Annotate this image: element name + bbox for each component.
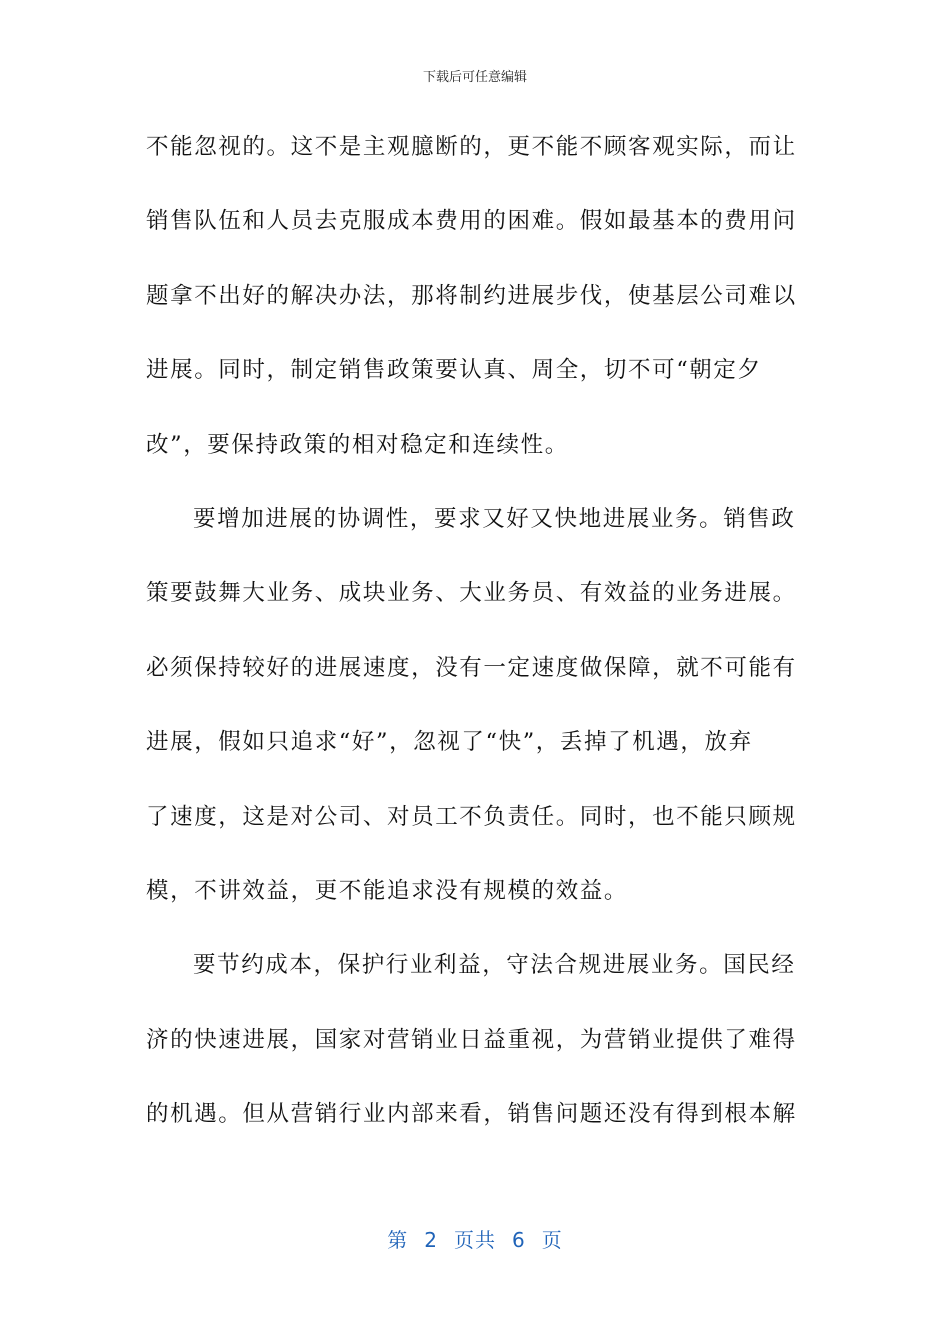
- text-line: 济的快速进展，国家对营销业日益重视，为营销业提供了难得: [146, 1026, 797, 1053]
- text-line: 销售队伍和人员去克服成本费用的困难。假如最基本的费用问: [146, 208, 797, 235]
- text-line: 进展，假如只追求“好”，忽视了“快”，丢掉了机遇，放弃: [146, 729, 753, 756]
- paragraph-start-line: 要增加进展的协调性，要求又好又快地进展业务。销售政: [193, 505, 796, 532]
- text-line: 的机遇。但从营销行业内部来看，销售问题还没有得到根本解: [146, 1101, 797, 1128]
- document-body: [146, 110, 806, 1151]
- paragraph-start-line: 要节约成本，保护行业利益，守法合规进展业务。国民经: [193, 952, 796, 979]
- text-line: 改”，要保持政策的相对稳定和连续性。: [146, 431, 569, 458]
- text-line: 进展。同时，制定销售政策要认真、周全，切不可“朝定夕: [146, 357, 762, 384]
- text-line: 模，不讲效益，更不能追求没有规模的效益。: [146, 877, 629, 904]
- current-page-number: 2: [424, 1228, 438, 1252]
- text-line: 题拿不出好的解决办法，那将制约进展步伐，使基层公司难以: [146, 282, 797, 309]
- text-line: 策要鼓舞大业务、成块业务、大业务员、有效益的业务进展。: [146, 580, 797, 607]
- page-header-note: 下载后可任意编辑: [422, 70, 527, 85]
- text-line: 不能忽视的。这不是主观臆断的，更不能不顾客观实际，而让: [146, 134, 797, 160]
- page-footer: [0, 1224, 950, 1253]
- total-pages-number: 6: [512, 1228, 526, 1252]
- footer-suffix: 页: [541, 1228, 563, 1252]
- footer-middle: 页共: [454, 1228, 496, 1252]
- text-line: 了速度，这是对公司、对员工不负责任。同时，也不能只顾规: [146, 803, 797, 830]
- footer-prefix: 第: [387, 1228, 409, 1252]
- text-line: 必须保持较好的进展速度，没有一定速度做保障，就不可能有: [146, 654, 797, 681]
